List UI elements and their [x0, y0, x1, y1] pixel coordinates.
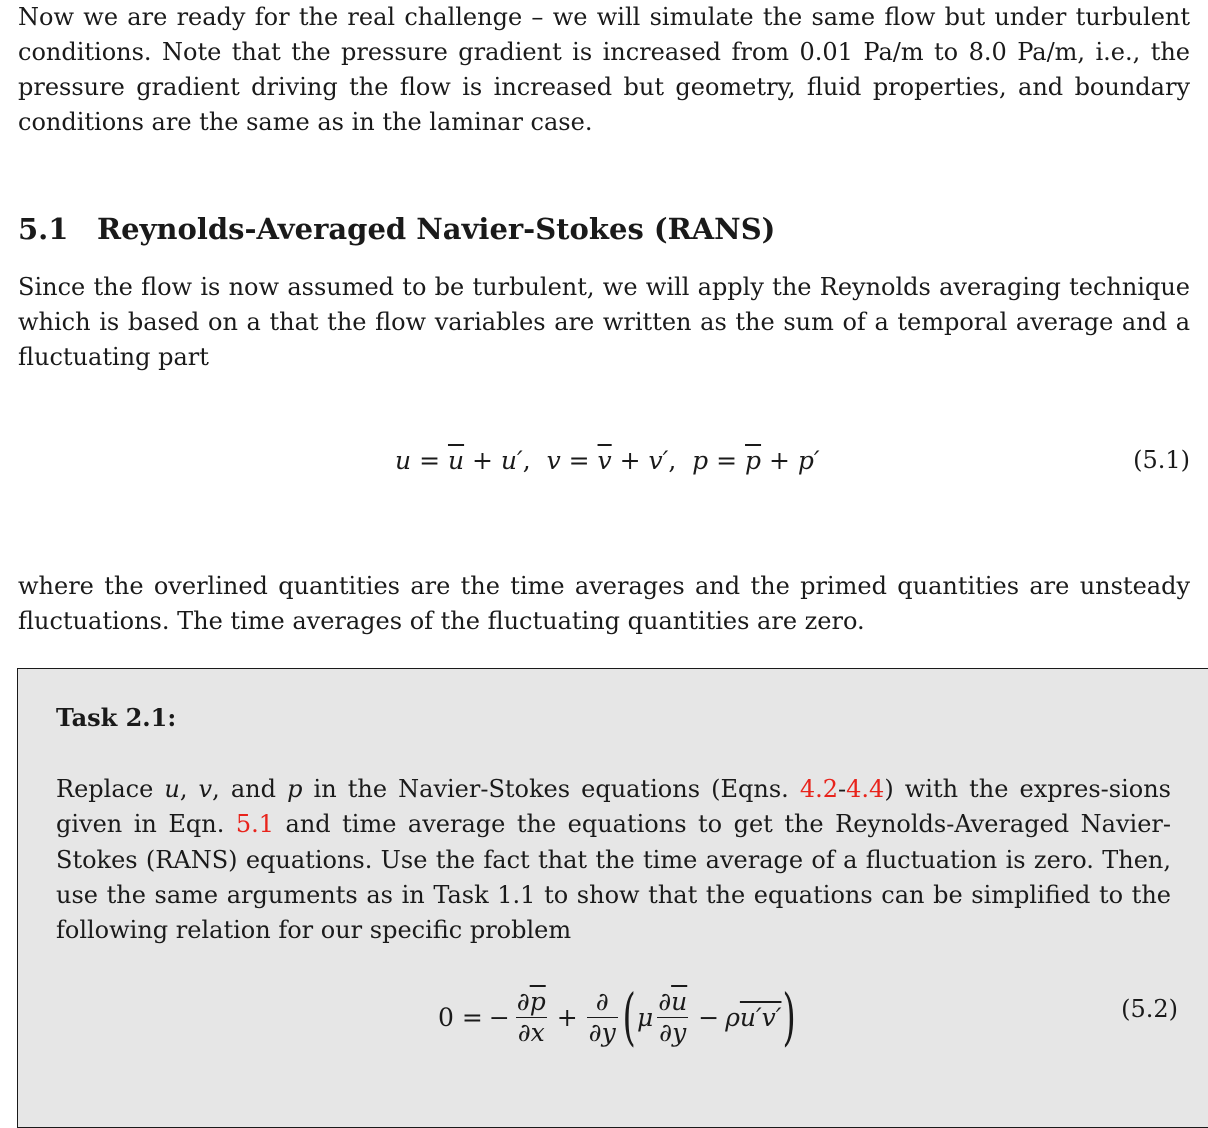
var-v: v [198, 775, 213, 803]
task-box [17, 668, 1208, 1128]
rans-intro-paragraph: Since the flow is now assumed to be turbulent, we will apply the Reynolds averaging technique which is based on a that the flow variables are written as the sum of a temporal average and a fluctuating part [18, 273, 1190, 371]
equation-5-1-number: (5.1) [1133, 446, 1190, 474]
task-text: Replace u, v, and p in the Navier-Stokes equations (Eqns. 4.2-4.4) with the expres-sions given in Eqn. 5.1 and time average the equations to get the Reynolds-Averaged Navier-Stokes (RANS) equations. Use the fact that the time average of a fluctuation is zero. Then, use the same arguments as in Task 1.1 to show that the equations can be simplified to the following relation for our specific problem [56, 775, 1171, 945]
equation-5-2: 0 = − $\frac{\partial\overline{p}}{\partial x}$ + $\frac{\partial}{\partial y}$ ( μ $\frac{\partial\overline{u}}{\partial y}$ − ρu′v′ ) [438, 980, 797, 1053]
equation-5-2-number: (5.2) [1121, 995, 1178, 1023]
section-number: 5.1 [18, 212, 69, 246]
intro-paragraph: Now we are ready for the real challenge – we will simulate the same flow but under turbulent conditions. Note that the pressure gradient is increased from 0.01 Pa/m to 8.0 Pa/m, i.e., the pressure gradient driving the flow is increased but geometry, fluid properties, and boundary conditions are the same as in the laminar case. [18, 3, 1190, 136]
ref-eqn-4-2[interactable]: 4.2 [799, 775, 839, 803]
task-text-c: ) with the expres-sions given in Eqn. [56, 775, 1171, 839]
var-u: u [164, 775, 180, 803]
equation-5-1: $u = \overline{u} + u'$, $v = \overline{v} + v'$, $p = \overline{p} + p'$ [395, 446, 820, 475]
task-text-b: in the Navier-Stokes equations (Eqns. [313, 775, 789, 803]
task-text-d: and time average the equations to get the Reynolds-Averaged Navier-Stokes (RANS) equations. Use the fact that the time average of a fluctuation is zero. Then, use the same arguments as in Task 1.1 to show that the equations can be simplified to the following relation for our specific problem [56, 810, 1171, 945]
ref-eqn-4-4[interactable]: 4.4 [846, 775, 885, 803]
section-heading [18, 212, 775, 246]
var-p: p [287, 775, 303, 803]
section-title: Reynolds-Averaged Navier-Stokes (RANS) [97, 212, 776, 246]
task-text-a: Replace [56, 775, 154, 803]
task-text-and: and [230, 775, 276, 803]
task-title: Task 2.1: [56, 703, 177, 732]
after-equation-paragraph: where the overlined quantities are the time averages and the primed quantities are unsteady fluctuations. The time averages of the fluctuating quantities are zero. [18, 572, 1190, 635]
ref-eqn-5-1[interactable]: 5.1 [235, 810, 275, 839]
ref-dash: - [838, 775, 847, 803]
